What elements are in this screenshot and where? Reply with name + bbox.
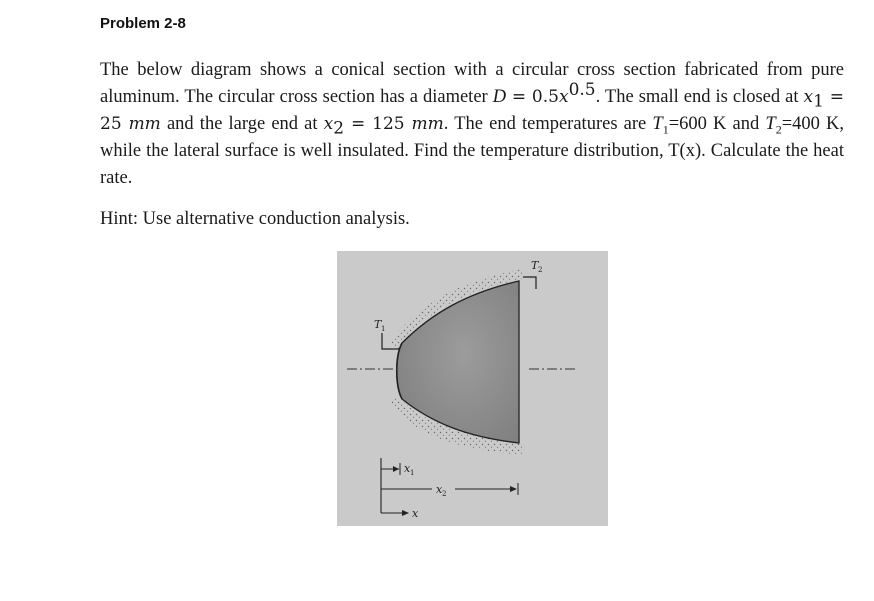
svg-text:T: T [531, 259, 539, 272]
svg-text:1: 1 [381, 325, 386, 333]
svg-text:x: x [436, 483, 443, 496]
x-axis-label: x [412, 507, 419, 520]
svg-text:1: 1 [410, 469, 415, 477]
svg-text:2: 2 [442, 490, 447, 498]
svg-text:x: x [404, 462, 411, 475]
problem-statement: The below diagram shows a conical section with a circular cross section fabricated from pure aluminum. The circular cross section has a diameter $D = 0.5x^{0.5}$. The small end is closed at $x_1 = 25$ mm and the large end at $x_2 = 125$ mm. The end temperatures are $T_1=600$ K and $T_2=400$ K, while the lateral surface is well insulated. Find the temperature distribution, T(x). Calculate the heat rate. [100, 60, 845, 188]
hint-text: Hint: Use alternative conduction analysis. [100, 209, 410, 229]
conical-section-diagram [337, 251, 608, 526]
svg-text:T: T [374, 318, 382, 331]
problem-title: Problem 2-8 [100, 15, 186, 32]
svg-text:2: 2 [538, 266, 543, 274]
